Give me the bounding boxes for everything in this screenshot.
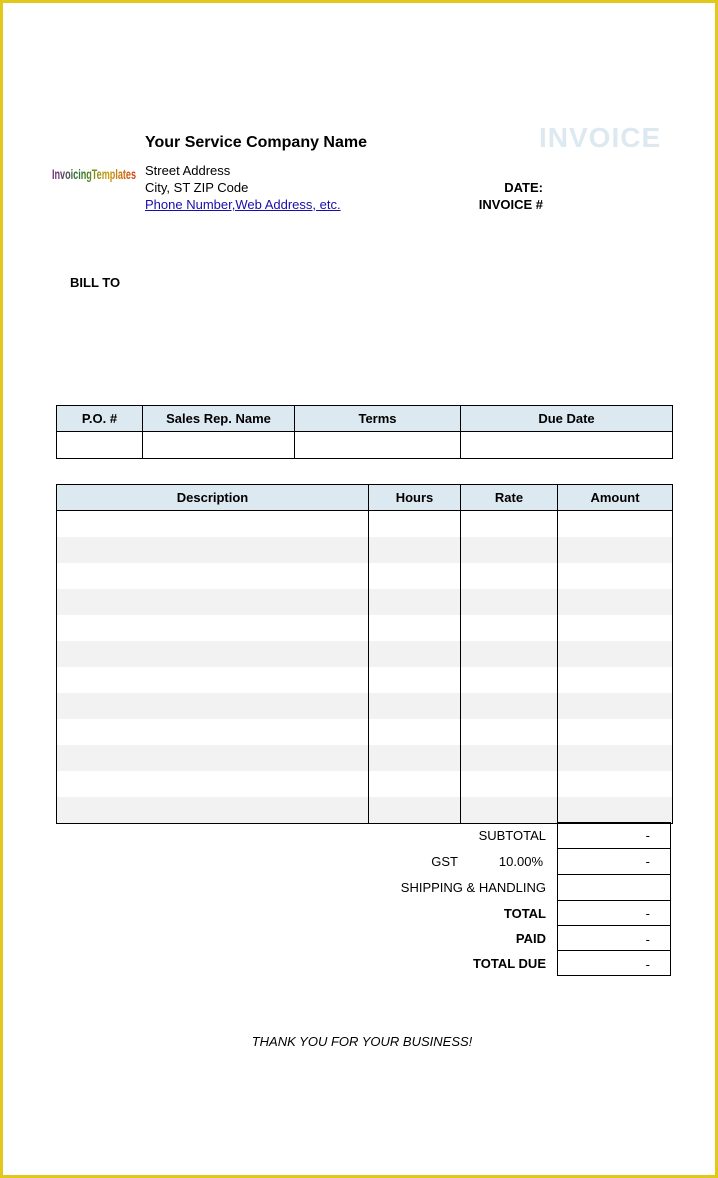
sales-rep-cell[interactable] xyxy=(143,432,295,459)
hours-cell[interactable] xyxy=(369,719,461,745)
invoicing-templates-logo xyxy=(51,153,137,191)
description-cell[interactable] xyxy=(57,719,369,745)
rate-cell[interactable] xyxy=(461,641,558,667)
total-label: TOTAL xyxy=(503,906,546,921)
amount-header: Amount xyxy=(558,485,673,511)
description-cell[interactable] xyxy=(57,667,369,693)
date-label: DATE: xyxy=(504,180,543,195)
hours-cell[interactable] xyxy=(369,615,461,641)
due-date-header: Due Date xyxy=(461,406,673,432)
terms-header: Terms xyxy=(295,406,461,432)
items-header-row xyxy=(57,485,673,511)
amount-cell[interactable] xyxy=(558,745,673,771)
description-cell[interactable] xyxy=(57,511,369,538)
city-state-zip: City, ST ZIP Code xyxy=(145,180,249,195)
gst-label: GST xyxy=(431,854,458,869)
due-date-cell[interactable] xyxy=(461,432,673,459)
hours-cell[interactable] xyxy=(369,641,461,667)
table-row xyxy=(57,589,673,615)
total-value[interactable]: - xyxy=(557,900,671,926)
rate-cell[interactable] xyxy=(461,537,558,563)
table-row xyxy=(57,797,673,824)
rate-cell[interactable] xyxy=(461,511,558,538)
hours-cell[interactable] xyxy=(369,693,461,719)
amount-cell[interactable] xyxy=(558,771,673,797)
description-cell[interactable] xyxy=(57,745,369,771)
description-cell[interactable] xyxy=(57,693,369,719)
company-name: Your Service Company Name xyxy=(145,134,368,151)
hours-cell[interactable] xyxy=(369,511,461,538)
description-cell[interactable] xyxy=(57,563,369,589)
description-cell[interactable] xyxy=(57,797,369,824)
street-address: Street Address xyxy=(145,163,231,178)
po-number-header: P.O. # xyxy=(57,406,143,432)
amount-cell[interactable] xyxy=(558,797,673,824)
paid-label: PAID xyxy=(515,931,546,946)
gst-value[interactable]: - xyxy=(557,848,671,875)
thank-you-note: THANK YOU FOR YOUR BUSINESS! xyxy=(251,1034,473,1049)
table-row xyxy=(57,537,673,563)
rate-cell[interactable] xyxy=(461,719,558,745)
description-cell[interactable] xyxy=(57,771,369,797)
rate-header: Rate xyxy=(461,485,558,511)
items-body xyxy=(57,511,673,824)
table-row xyxy=(57,563,673,589)
gst-rate[interactable]: 10.00% xyxy=(498,854,543,869)
amount-cell[interactable] xyxy=(558,537,673,563)
amount-cell[interactable] xyxy=(558,511,673,538)
po-header-row xyxy=(57,406,673,432)
invoice-number-label: INVOICE # xyxy=(478,197,543,212)
rate-cell[interactable] xyxy=(461,563,558,589)
po-table xyxy=(56,405,673,459)
total-due-value[interactable]: - xyxy=(557,950,671,976)
hours-header: Hours xyxy=(369,485,461,511)
paid-value[interactable]: - xyxy=(557,925,671,951)
hours-cell[interactable] xyxy=(369,667,461,693)
table-row xyxy=(57,615,673,641)
table-row xyxy=(57,745,673,771)
table-row xyxy=(57,719,673,745)
sales-rep-header: Sales Rep. Name xyxy=(143,406,295,432)
rate-cell[interactable] xyxy=(461,771,558,797)
subtotal-value[interactable]: - xyxy=(557,822,671,849)
description-cell[interactable] xyxy=(57,589,369,615)
description-cell[interactable] xyxy=(57,615,369,641)
description-header: Description xyxy=(57,485,369,511)
amount-cell[interactable] xyxy=(558,589,673,615)
logo-text: InvoicingTemplates xyxy=(52,166,137,182)
description-cell[interactable] xyxy=(57,537,369,563)
invoice-title: INVOICE xyxy=(539,122,662,153)
hours-cell[interactable] xyxy=(369,771,461,797)
rate-cell[interactable] xyxy=(461,615,558,641)
rate-cell[interactable] xyxy=(461,693,558,719)
rate-cell[interactable] xyxy=(461,745,558,771)
description-cell[interactable] xyxy=(57,641,369,667)
table-row xyxy=(57,693,673,719)
line-items-table xyxy=(56,484,673,824)
po-row xyxy=(57,432,673,459)
hours-cell[interactable] xyxy=(369,797,461,824)
shipping-value[interactable] xyxy=(557,874,671,901)
bill-to-label: BILL TO xyxy=(70,275,121,290)
hours-cell[interactable] xyxy=(369,537,461,563)
subtotal-label: SUBTOTAL xyxy=(478,828,546,843)
amount-cell[interactable] xyxy=(558,693,673,719)
po-number-cell[interactable] xyxy=(57,432,143,459)
table-row xyxy=(57,667,673,693)
table-row xyxy=(57,641,673,667)
hours-cell[interactable] xyxy=(369,563,461,589)
rate-cell[interactable] xyxy=(461,667,558,693)
hours-cell[interactable] xyxy=(369,745,461,771)
rate-cell[interactable] xyxy=(461,797,558,824)
table-row xyxy=(57,771,673,797)
amount-cell[interactable] xyxy=(558,667,673,693)
amount-cell[interactable] xyxy=(558,615,673,641)
amount-cell[interactable] xyxy=(558,641,673,667)
shipping-label: SHIPPING & HANDLING xyxy=(400,880,546,895)
terms-cell[interactable] xyxy=(295,432,461,459)
total-due-label: TOTAL DUE xyxy=(473,956,546,971)
amount-cell[interactable] xyxy=(558,563,673,589)
hours-cell[interactable] xyxy=(369,589,461,615)
contact-link[interactable]: Phone Number,Web Address, etc. xyxy=(145,197,341,212)
table-row xyxy=(57,511,673,538)
rate-cell[interactable] xyxy=(461,589,558,615)
amount-cell[interactable] xyxy=(558,719,673,745)
